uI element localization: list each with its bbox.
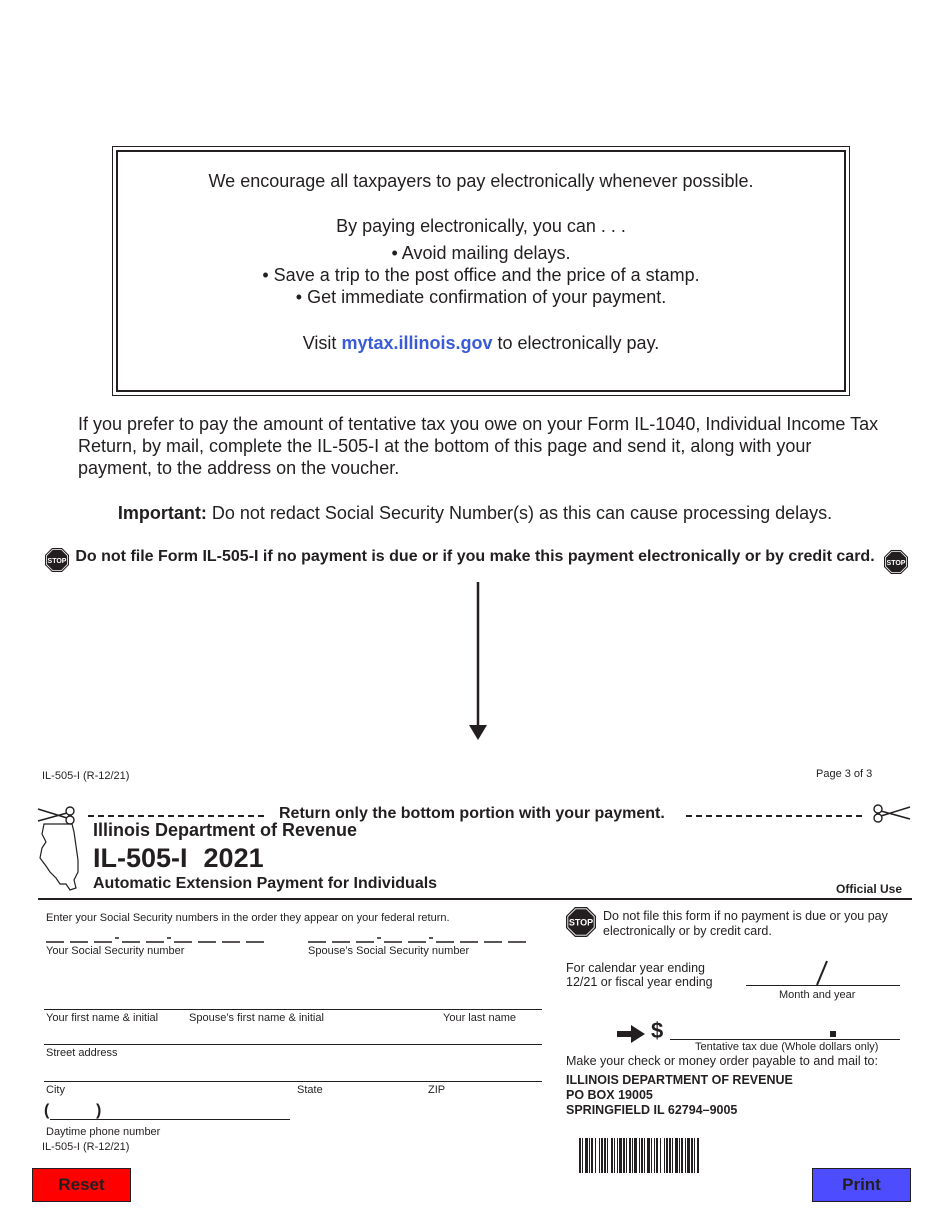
- stop-note: Do not file this form if no payment is due or you pay electronically or by credit card.: [603, 909, 888, 938]
- your-ssn-field[interactable]: [46, 932, 268, 946]
- street-field[interactable]: [44, 1044, 542, 1045]
- phone-area-paren-close: ): [96, 1102, 102, 1119]
- street-label: Street address: [46, 1047, 118, 1059]
- bullet-save-trip: • Save a trip to the post office and the price of a stamp.: [262, 265, 700, 285]
- phone-label: Daytime phone number: [46, 1126, 161, 1138]
- do-not-file-warning: Do not file Form IL-505-I if no payment is due or if you make this payment electronically or by credit card.: [75, 548, 875, 565]
- header-rule: [38, 898, 912, 900]
- form-number: IL-505-I: [93, 843, 188, 873]
- spouse-ssn-label: Spouse’s Social Security number: [308, 945, 470, 957]
- page-number: Page 3 of 3: [816, 768, 873, 780]
- form-year: 2021: [203, 843, 264, 873]
- return-only-text: Return only the bottom portion with your payment.: [279, 805, 665, 822]
- svg-text:STOP: STOP: [886, 560, 906, 567]
- phone-field[interactable]: [50, 1119, 290, 1120]
- down-arrow-icon: [466, 582, 490, 742]
- arrow-right-icon: [617, 1025, 645, 1043]
- form-revision-bottom: IL-505-I (R-12/21): [42, 1141, 130, 1153]
- electronic-payment-box-inner: [116, 150, 846, 392]
- bullet-avoid-delays: • Avoid mailing delays.: [391, 243, 571, 263]
- important-text: Do not redact Social Security Number(s) as this can cause processing delays.: [206, 503, 833, 523]
- visit-line: [118, 332, 844, 354]
- encourage-text: We encourage all taxpayers to pay electronically whenever possible.: [208, 171, 754, 191]
- print-button[interactable]: Print: [812, 1168, 911, 1202]
- illinois-outline-icon: [38, 822, 86, 892]
- ssn-instruction: Enter your Social Security numbers in the order they appear on your federal return.: [46, 912, 450, 924]
- cut-line-right: [686, 815, 862, 817]
- stop-sign-icon: [883, 549, 909, 575]
- by-paying-text: By paying electronically, you can . . .: [336, 216, 626, 236]
- first-name-label: Your first name & initial: [46, 1012, 159, 1024]
- zip-label: ZIP: [428, 1084, 446, 1096]
- official-use-label: Official Use: [836, 882, 903, 896]
- mytax-link[interactable]: mytax.illinois.gov: [341, 333, 493, 353]
- address-line-2: PO BOX 19005: [566, 1088, 653, 1102]
- svg-text:STOP: STOP: [568, 917, 594, 928]
- spouse-ssn-field[interactable]: [308, 932, 530, 946]
- date-slash-icon: [815, 960, 829, 986]
- last-name-label: Your last name: [443, 1012, 516, 1024]
- important-label: Important:: [117, 503, 207, 523]
- city-state-zip-field[interactable]: [44, 1081, 542, 1082]
- state-label: State: [297, 1084, 323, 1096]
- bullet-confirmation: • Get immediate confirmation of your payment.: [295, 287, 667, 307]
- stop-sign-icon: [565, 906, 597, 938]
- spouse-first-name-label: Spouse’s first name & initial: [189, 1012, 324, 1024]
- svg-text:STOP: STOP: [47, 558, 67, 565]
- payable-instruction: Make your check or money order payable to and mail to:: [566, 1054, 878, 1068]
- cut-line-left: [88, 815, 264, 817]
- dept-name: Illinois Department of Revenue: [93, 820, 358, 840]
- city-label: City: [46, 1084, 65, 1096]
- barcode-icon: [579, 1138, 777, 1173]
- instructions-paragraph: If you prefer to pay the amount of tentative tax you owe on your Form IL-1040, Individual Income Tax Return, by mail, complete the IL-505-I at the bottom of this page and send it, along with your payment, to the address on the voucher.: [78, 414, 879, 478]
- tentative-tax-field[interactable]: [670, 1039, 900, 1040]
- form-subtitle: Automatic Extension Payment for Individuals: [93, 875, 438, 892]
- scissors-icon: [870, 803, 912, 823]
- month-year-label: Month and year: [779, 989, 856, 1001]
- your-ssn-label: Your Social Security number: [46, 945, 185, 957]
- visit-post: to electronically pay.: [492, 333, 660, 353]
- decimal-point: [830, 1031, 836, 1037]
- reset-button[interactable]: Reset: [32, 1168, 131, 1202]
- form-title: [93, 843, 264, 874]
- tentative-tax-label: Tentative tax due (Whole dollars only): [695, 1041, 879, 1053]
- fiscal-year-label: 12/21 or fiscal year ending: [566, 975, 713, 989]
- dollar-sign: $: [651, 1018, 664, 1043]
- name-field[interactable]: [44, 1009, 542, 1010]
- form-revision-top: IL-505-I (R-12/21): [42, 770, 130, 782]
- electronic-payment-box: [112, 146, 850, 396]
- calendar-year-label: For calendar year ending: [566, 961, 705, 975]
- address-line-1: ILLINOIS DEPARTMENT OF REVENUE: [566, 1073, 793, 1087]
- address-line-3: SPRINGFIELD IL 62794–9005: [566, 1103, 738, 1117]
- phone-area-paren-open: (: [44, 1102, 50, 1119]
- visit-pre: Visit: [302, 333, 342, 353]
- important-note: [0, 503, 950, 524]
